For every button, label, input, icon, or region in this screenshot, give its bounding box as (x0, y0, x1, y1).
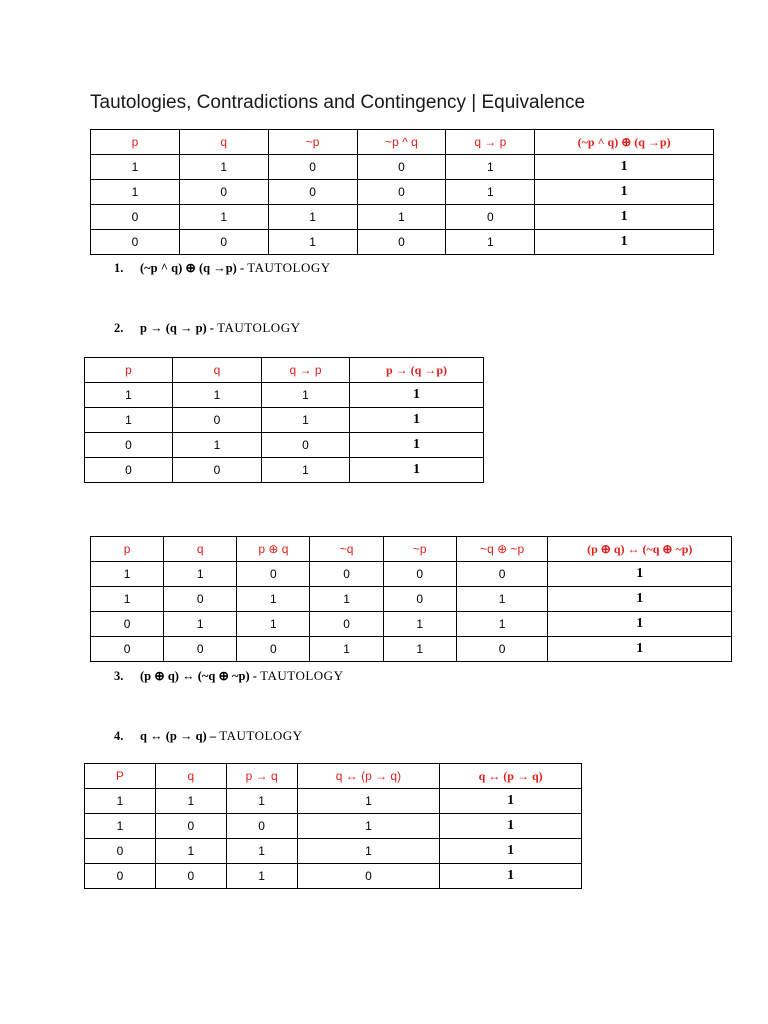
table-cell: 1 (297, 789, 440, 814)
table-header-row (91, 537, 732, 562)
table-cell: 1 (548, 637, 732, 662)
column-header: (p ⊕ q) ↔ (~q ⊕ ~p) (548, 537, 732, 562)
table-cell: 0 (155, 864, 226, 889)
table-cell: 1 (440, 864, 582, 889)
table-row (85, 433, 484, 458)
table-cell: 1 (535, 205, 714, 230)
note-expression: q ↔ (p → q) – (140, 729, 220, 743)
table-cell: 0 (91, 205, 180, 230)
table-row (91, 155, 714, 180)
column-header: q (179, 130, 268, 155)
table-row (91, 637, 732, 662)
note-number: 1. (114, 261, 124, 275)
note-number: 2. (114, 321, 124, 335)
table-cell: 1 (548, 612, 732, 637)
column-header: q ↔ (p → q) (440, 764, 582, 789)
table-row (91, 612, 732, 637)
table-cell: 0 (456, 637, 548, 662)
table-cell: 0 (155, 814, 226, 839)
table-cell: 0 (262, 433, 350, 458)
note-verdict: TAUTOLOGY (247, 260, 331, 275)
table-cell: 0 (357, 180, 446, 205)
table-cell: 1 (268, 205, 357, 230)
column-header: q → p (262, 358, 350, 383)
table-cell: 1 (91, 587, 164, 612)
note-4 (114, 728, 303, 744)
column-header: p ⊕ q (237, 537, 310, 562)
table-cell: 1 (535, 180, 714, 205)
table-row (85, 383, 484, 408)
table-cell: 1 (535, 155, 714, 180)
table-row (91, 205, 714, 230)
table-cell: 0 (179, 230, 268, 255)
table-cell: 1 (155, 839, 226, 864)
table-cell: 1 (446, 180, 535, 205)
table-cell: 0 (173, 458, 262, 483)
note-number: 4. (114, 729, 124, 743)
table-cell: 1 (173, 433, 262, 458)
table-cell: 1 (440, 839, 582, 864)
note-2 (114, 320, 300, 336)
table-cell: 0 (179, 180, 268, 205)
table-cell: 1 (85, 814, 156, 839)
table-cell: 1 (237, 587, 310, 612)
table-cell: 0 (91, 230, 180, 255)
table-cell: 0 (297, 864, 440, 889)
column-header: q (155, 764, 226, 789)
table-cell: 1 (91, 562, 164, 587)
table-cell: 0 (268, 155, 357, 180)
table-cell: 1 (350, 383, 484, 408)
column-header: p (85, 358, 173, 383)
table-cell: 1 (262, 408, 350, 433)
note-verdict: TAUTOLOGY (217, 320, 301, 335)
column-header: ~q (310, 537, 383, 562)
table-cell: 0 (357, 230, 446, 255)
table-cell: 0 (456, 562, 548, 587)
table-cell: 0 (383, 587, 456, 612)
table-cell: 1 (268, 230, 357, 255)
table-row (91, 230, 714, 255)
table-cell: 1 (85, 383, 173, 408)
table-row (85, 839, 582, 864)
table-cell: 1 (179, 155, 268, 180)
table-header-row (85, 764, 582, 789)
table-cell: 0 (357, 155, 446, 180)
column-header: p (91, 537, 164, 562)
truth-table-2 (84, 357, 484, 483)
table-cell: 0 (226, 814, 297, 839)
table-cell: 1 (173, 383, 262, 408)
note-verdict: TAUTOLOGY (219, 728, 303, 743)
table-cell: 1 (310, 637, 383, 662)
table-cell: 1 (456, 587, 548, 612)
column-header: p → (q →p) (350, 358, 484, 383)
table-cell: 1 (226, 864, 297, 889)
column-header: q (164, 537, 237, 562)
table-row (85, 408, 484, 433)
table-row (85, 789, 582, 814)
table-cell: 1 (440, 789, 582, 814)
note-expression: p → (q → p) - (140, 321, 218, 335)
table-cell: 1 (548, 562, 732, 587)
table-cell: 1 (179, 205, 268, 230)
truth-table-3 (90, 536, 732, 662)
table-cell: 0 (91, 637, 164, 662)
table-cell: 0 (237, 637, 310, 662)
column-header: ~p (383, 537, 456, 562)
table-cell: 1 (85, 789, 156, 814)
truth-table-4 (84, 763, 582, 889)
table-cell: 0 (173, 408, 262, 433)
table-cell: 1 (535, 230, 714, 255)
table-cell: 1 (155, 789, 226, 814)
column-header: ~p ^ q (357, 130, 446, 155)
table-cell: 1 (357, 205, 446, 230)
column-header: ~p (268, 130, 357, 155)
table-cell: 1 (262, 383, 350, 408)
table-cell: 0 (310, 562, 383, 587)
note-3 (114, 668, 343, 684)
table-row (85, 458, 484, 483)
table-cell: 0 (268, 180, 357, 205)
note-verdict: TAUTOLOGY (260, 668, 344, 683)
table-cell: 1 (446, 230, 535, 255)
table-cell: 1 (350, 458, 484, 483)
table-cell: 1 (350, 433, 484, 458)
table-cell: 1 (91, 155, 180, 180)
note-expression: (p ⊕ q) ↔ (~q ⊕ ~p) - (140, 669, 261, 683)
table-row (85, 864, 582, 889)
table-cell: 1 (446, 155, 535, 180)
table-cell: 0 (164, 587, 237, 612)
table-cell: 1 (548, 587, 732, 612)
table-cell: 1 (456, 612, 548, 637)
column-header: q → p (446, 130, 535, 155)
table-cell: 1 (226, 789, 297, 814)
table-cell: 1 (383, 637, 456, 662)
table-cell: 0 (91, 612, 164, 637)
column-header: (~p ^ q) ⊕ (q →p) (535, 130, 714, 155)
table-cell: 1 (226, 839, 297, 864)
column-header: q ↔ (p → q) (297, 764, 440, 789)
table-row (91, 180, 714, 205)
column-header: P (85, 764, 156, 789)
column-header: ~q ⊕ ~p (456, 537, 548, 562)
table-cell: 1 (297, 814, 440, 839)
truth-table-1 (90, 129, 714, 255)
table-cell: 0 (85, 458, 173, 483)
table-cell: 0 (310, 612, 383, 637)
table-row (91, 562, 732, 587)
table-cell: 1 (85, 408, 173, 433)
table-cell: 0 (85, 839, 156, 864)
note-number: 3. (114, 669, 124, 683)
table-cell: 1 (350, 408, 484, 433)
table-cell: 0 (237, 562, 310, 587)
table-cell: 1 (262, 458, 350, 483)
table-cell: 1 (440, 814, 582, 839)
table-cell: 0 (383, 562, 456, 587)
table-cell: 0 (446, 205, 535, 230)
note-1 (114, 260, 331, 276)
table-cell: 0 (164, 637, 237, 662)
column-header: q (173, 358, 262, 383)
table-header-row (85, 358, 484, 383)
table-cell: 1 (383, 612, 456, 637)
table-cell: 1 (91, 180, 180, 205)
column-header: p (91, 130, 180, 155)
table-cell: 0 (85, 864, 156, 889)
table-cell: 1 (297, 839, 440, 864)
table-header-row (91, 130, 714, 155)
table-row (91, 587, 732, 612)
table-cell: 1 (164, 612, 237, 637)
page-title: Tautologies, Contradictions and Contingency | Equivalence (90, 92, 586, 113)
table-cell: 1 (237, 612, 310, 637)
column-header: p → q (226, 764, 297, 789)
table-cell: 1 (164, 562, 237, 587)
table-cell: 1 (310, 587, 383, 612)
note-expression: (~p ^ q) ⊕ (q →p) - (140, 261, 248, 275)
table-row (85, 814, 582, 839)
table-cell: 0 (85, 433, 173, 458)
